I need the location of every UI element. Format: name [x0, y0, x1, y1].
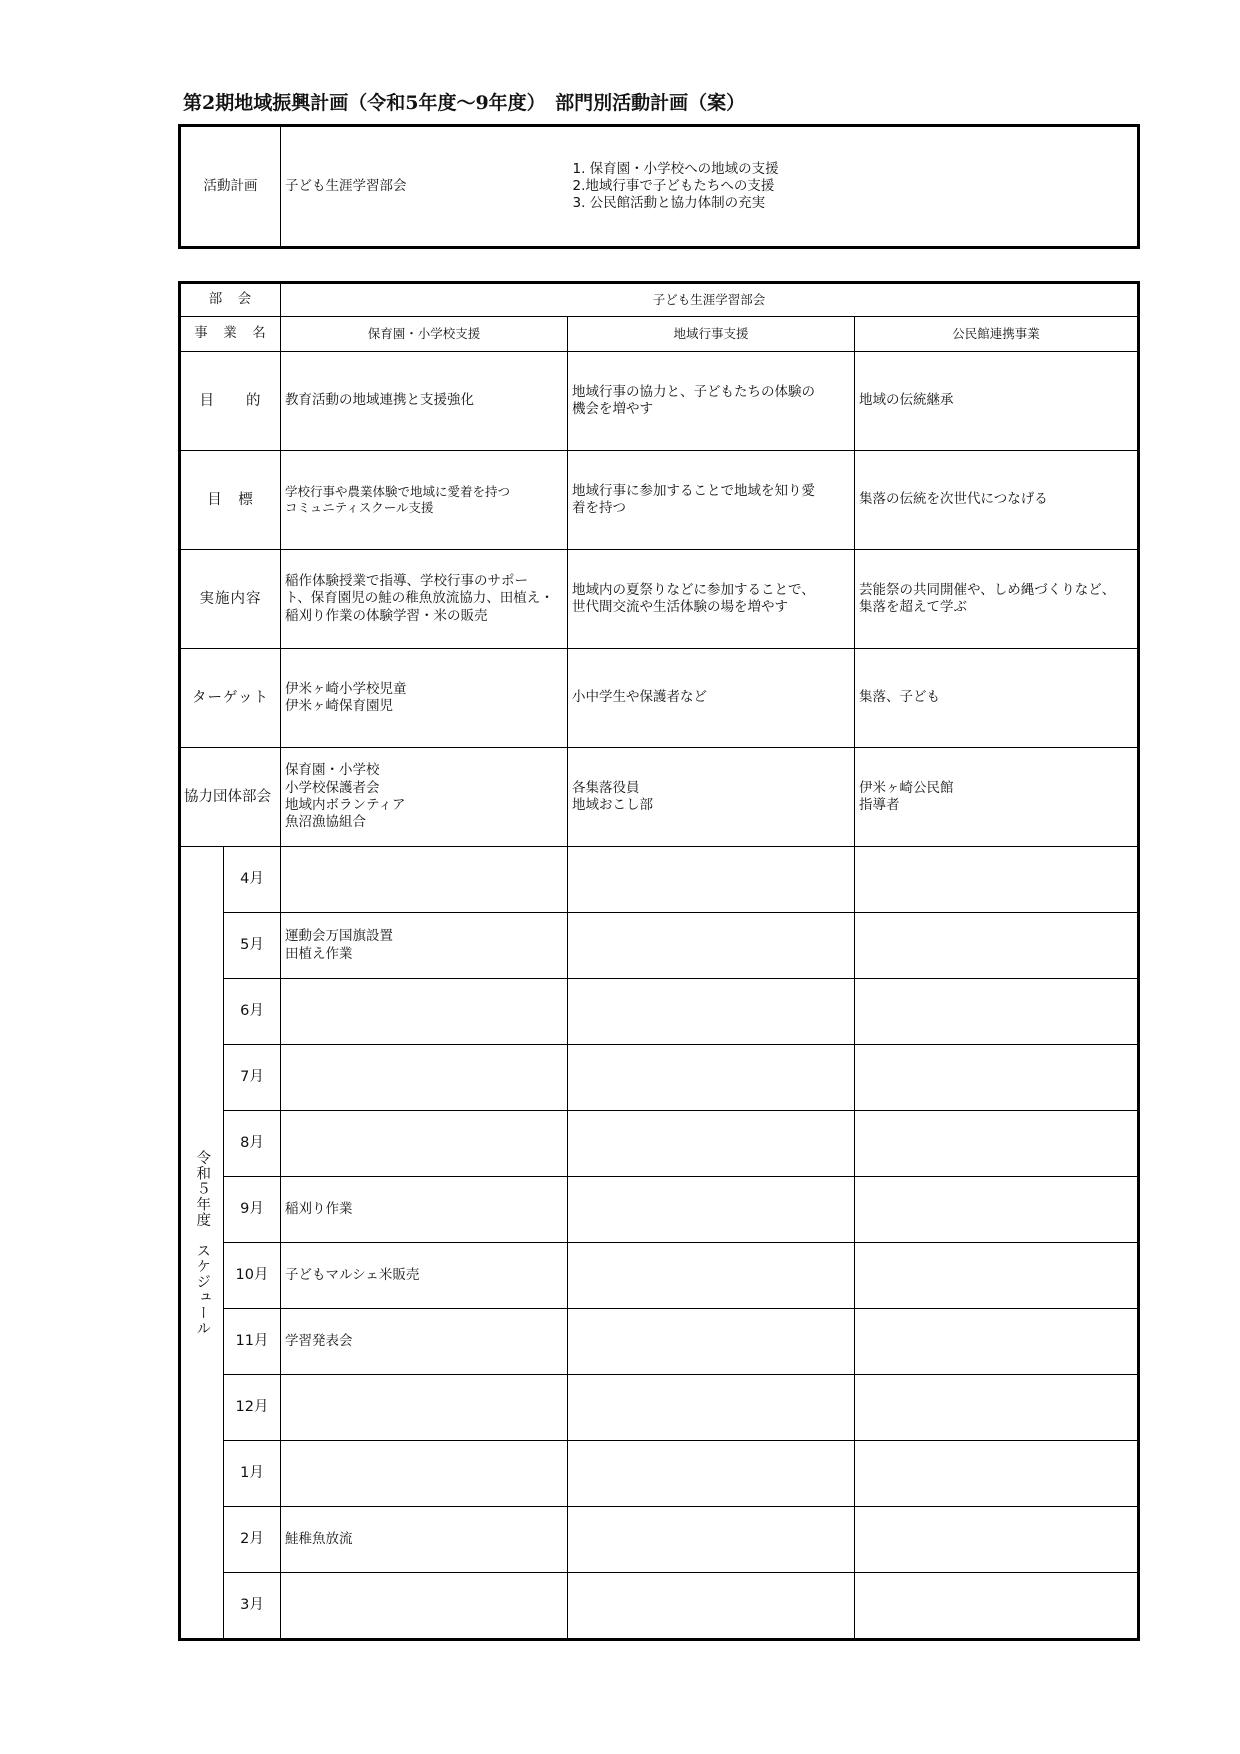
schedule-cell — [281, 1309, 568, 1375]
schedule-row — [180, 1243, 1139, 1309]
cell-line: 地域行事に参加することで地域を知り愛 — [572, 482, 815, 499]
row-label: 実施内容 — [180, 550, 281, 649]
plan-label: 活動計画 — [180, 126, 281, 248]
month-label: 11月 — [224, 1309, 281, 1375]
schedule-row — [180, 1177, 1139, 1243]
cell-line: ト、保育園児の鮭の稚魚放流協力、田植え・ — [285, 590, 554, 607]
table-cell — [281, 649, 568, 748]
partner-row — [180, 748, 1139, 847]
cell-line: 指導者 — [859, 797, 900, 813]
cell-line: 各集落役員 — [572, 779, 640, 796]
schedule-row — [180, 1045, 1139, 1111]
schedule-cell — [855, 1111, 1139, 1177]
cell-line: 地域行事の協力と、子どもたちの体験の — [572, 383, 815, 400]
cell-line: 運動会万国旗設置 — [285, 928, 393, 945]
table-cell — [568, 352, 855, 451]
schedule-cell — [281, 1045, 568, 1111]
plan-name: 子ども生涯学習部会 — [281, 126, 569, 248]
schedule-row — [180, 913, 1139, 979]
schedule-cell — [568, 1177, 855, 1243]
schedule-cell — [281, 1441, 568, 1507]
month-label: 12月 — [224, 1375, 281, 1441]
cell-line: 学習発表会 — [285, 1332, 353, 1349]
activity-plan-table — [178, 124, 1140, 249]
schedule-cell — [281, 1177, 568, 1243]
plan-goal: 3. 公民館活動と協力体制の充実 — [572, 194, 766, 211]
cell-line: 稲刈り作業の体験学習・米の販売 — [285, 607, 488, 624]
table-cell — [281, 352, 568, 451]
schedule-cell — [855, 1177, 1139, 1243]
cell-line: 子どもマルシェ米販売 — [285, 1266, 420, 1283]
cell-line: 魚沼漁協組合 — [285, 814, 366, 831]
schedule-cell — [855, 1573, 1139, 1640]
schedule-cell — [855, 1375, 1139, 1441]
table-cell — [281, 748, 568, 847]
bukai-value: 子ども生涯学習部会 — [281, 283, 1139, 317]
schedule-cell — [568, 847, 855, 913]
schedule-cell — [281, 979, 568, 1045]
cell-line: 小中学生や保護者など — [572, 689, 707, 706]
plan-goals — [569, 126, 1139, 248]
cell-line: 保育園・小学校 — [285, 762, 380, 779]
cell-line: 集落を超えて学ぶ — [859, 599, 967, 615]
table-cell — [568, 649, 855, 748]
cell-line: 地域内ボランティア — [285, 797, 406, 813]
cell-line: 着を持つ — [572, 500, 626, 516]
schedule-row — [180, 1309, 1139, 1375]
schedule-cell — [568, 979, 855, 1045]
schedule-cell — [568, 1243, 855, 1309]
schedule-cell — [281, 1507, 568, 1573]
schedule-row — [180, 979, 1139, 1045]
cell-line: 伊米ヶ崎保育園児 — [285, 698, 393, 714]
table-cell — [568, 748, 855, 847]
schedule-row — [180, 1507, 1139, 1573]
schedule-cell — [281, 1243, 568, 1309]
schedule-cell — [855, 1441, 1139, 1507]
schedule-cell — [855, 1507, 1139, 1573]
schedule-row — [180, 1375, 1139, 1441]
table-cell — [855, 550, 1139, 649]
schedule-cell — [855, 1309, 1139, 1375]
cell-line: 機会を増やす — [572, 401, 653, 417]
month-label: 1月 — [224, 1441, 281, 1507]
project-name: 地域行事支援 — [568, 317, 855, 352]
table-cell — [568, 451, 855, 550]
cell-line: コミュニティスクール支援 — [285, 500, 434, 515]
row-label: ターゲット — [180, 649, 281, 748]
schedule-label-cell — [180, 847, 224, 1640]
schedule-cell — [281, 1573, 568, 1640]
table-cell — [855, 451, 1139, 550]
cell-line: 伊米ヶ崎小学校児童 — [285, 680, 407, 697]
cell-line: 鮭稚魚放流 — [285, 1530, 353, 1547]
cell-line: 地域の伝統継承 — [859, 392, 954, 409]
schedule-cell — [568, 1375, 855, 1441]
schedule-cell — [568, 1111, 855, 1177]
month-label: 6月 — [224, 979, 281, 1045]
cell-line: 集落の伝統を次世代につなげる — [859, 491, 1048, 508]
cell-line: 田植え作業 — [285, 945, 353, 962]
schedule-cell — [568, 1573, 855, 1640]
cell-line: 地域おこし部 — [572, 797, 653, 813]
month-label: 4月 — [224, 847, 281, 913]
table-cell — [855, 649, 1139, 748]
schedule-cell — [855, 979, 1139, 1045]
cell-line: 教育活動の地域連携と支援強化 — [285, 392, 474, 409]
jigyo-label: 事 業 名 — [180, 317, 281, 352]
schedule-cell — [855, 1045, 1139, 1111]
month-label: 10月 — [224, 1243, 281, 1309]
schedule-cell — [281, 1375, 568, 1441]
table-cell — [281, 550, 568, 649]
plan-goal: 1. 保育園・小学校への地域の支援 — [572, 161, 779, 178]
schedule-cell — [568, 1045, 855, 1111]
schedule-row — [180, 1441, 1139, 1507]
cell-line: 学校行事や農業体験で地域に愛着を持つ — [285, 484, 511, 499]
schedule-row — [180, 1573, 1139, 1640]
month-label: 3月 — [224, 1573, 281, 1640]
row-label: 目 標 — [180, 451, 281, 550]
schedule-cell — [855, 847, 1139, 913]
cell-line: 稲作体験授業で指導、学校行事のサポー — [285, 573, 528, 590]
month-label: 8月 — [224, 1111, 281, 1177]
month-label: 2月 — [224, 1507, 281, 1573]
cell-line: 稲刈り作業 — [285, 1200, 353, 1217]
cell-line: 小学校保護者会 — [285, 779, 380, 796]
month-label: 5月 — [224, 913, 281, 979]
target-row — [180, 649, 1139, 748]
schedule-label: 令和５年度 スケジュール — [194, 1149, 211, 1336]
month-label: 7月 — [224, 1045, 281, 1111]
schedule-cell — [855, 913, 1139, 979]
table-cell — [855, 352, 1139, 451]
table-cell — [855, 748, 1139, 847]
cell-line: 伊米ヶ崎公民館 — [859, 779, 954, 796]
schedule-row — [180, 1111, 1139, 1177]
page-title: 第2期地域振興計画（令和5年度～9年度） 部門別活動計画（案） — [183, 92, 746, 114]
schedule-cell — [281, 1111, 568, 1177]
schedule-cell — [568, 1507, 855, 1573]
row-label: 協力団体部会 — [180, 748, 281, 847]
schedule-cell — [568, 1441, 855, 1507]
schedule-cell — [281, 913, 568, 979]
purpose-row — [180, 352, 1139, 451]
schedule-row — [180, 847, 1139, 913]
table-cell — [568, 550, 855, 649]
goal-row — [180, 451, 1139, 550]
schedule-cell — [281, 847, 568, 913]
cell-line: 地域内の夏祭りなどに参加することで、 — [572, 581, 815, 598]
cell-line: 芸能祭の共同開催や、しめ縄づくりなど、 — [859, 581, 1116, 598]
cell-line: 世代間交流や生活体験の場を増やす — [572, 599, 788, 615]
cell-line: 集落、子ども — [859, 689, 940, 706]
content-row — [180, 550, 1139, 649]
project-name: 公民館連携事業 — [855, 317, 1139, 352]
plan-goal: 2.地域行事で子どもたちへの支援 — [572, 178, 775, 195]
table-cell — [281, 451, 568, 550]
row-label: 目 的 — [180, 352, 281, 451]
schedule-cell — [568, 913, 855, 979]
project-name: 保育園・小学校支援 — [281, 317, 568, 352]
activity-detail-table — [178, 281, 1140, 1641]
schedule-cell — [568, 1309, 855, 1375]
bukai-label: 部 会 — [180, 283, 281, 317]
month-label: 9月 — [224, 1177, 281, 1243]
schedule-cell — [855, 1243, 1139, 1309]
